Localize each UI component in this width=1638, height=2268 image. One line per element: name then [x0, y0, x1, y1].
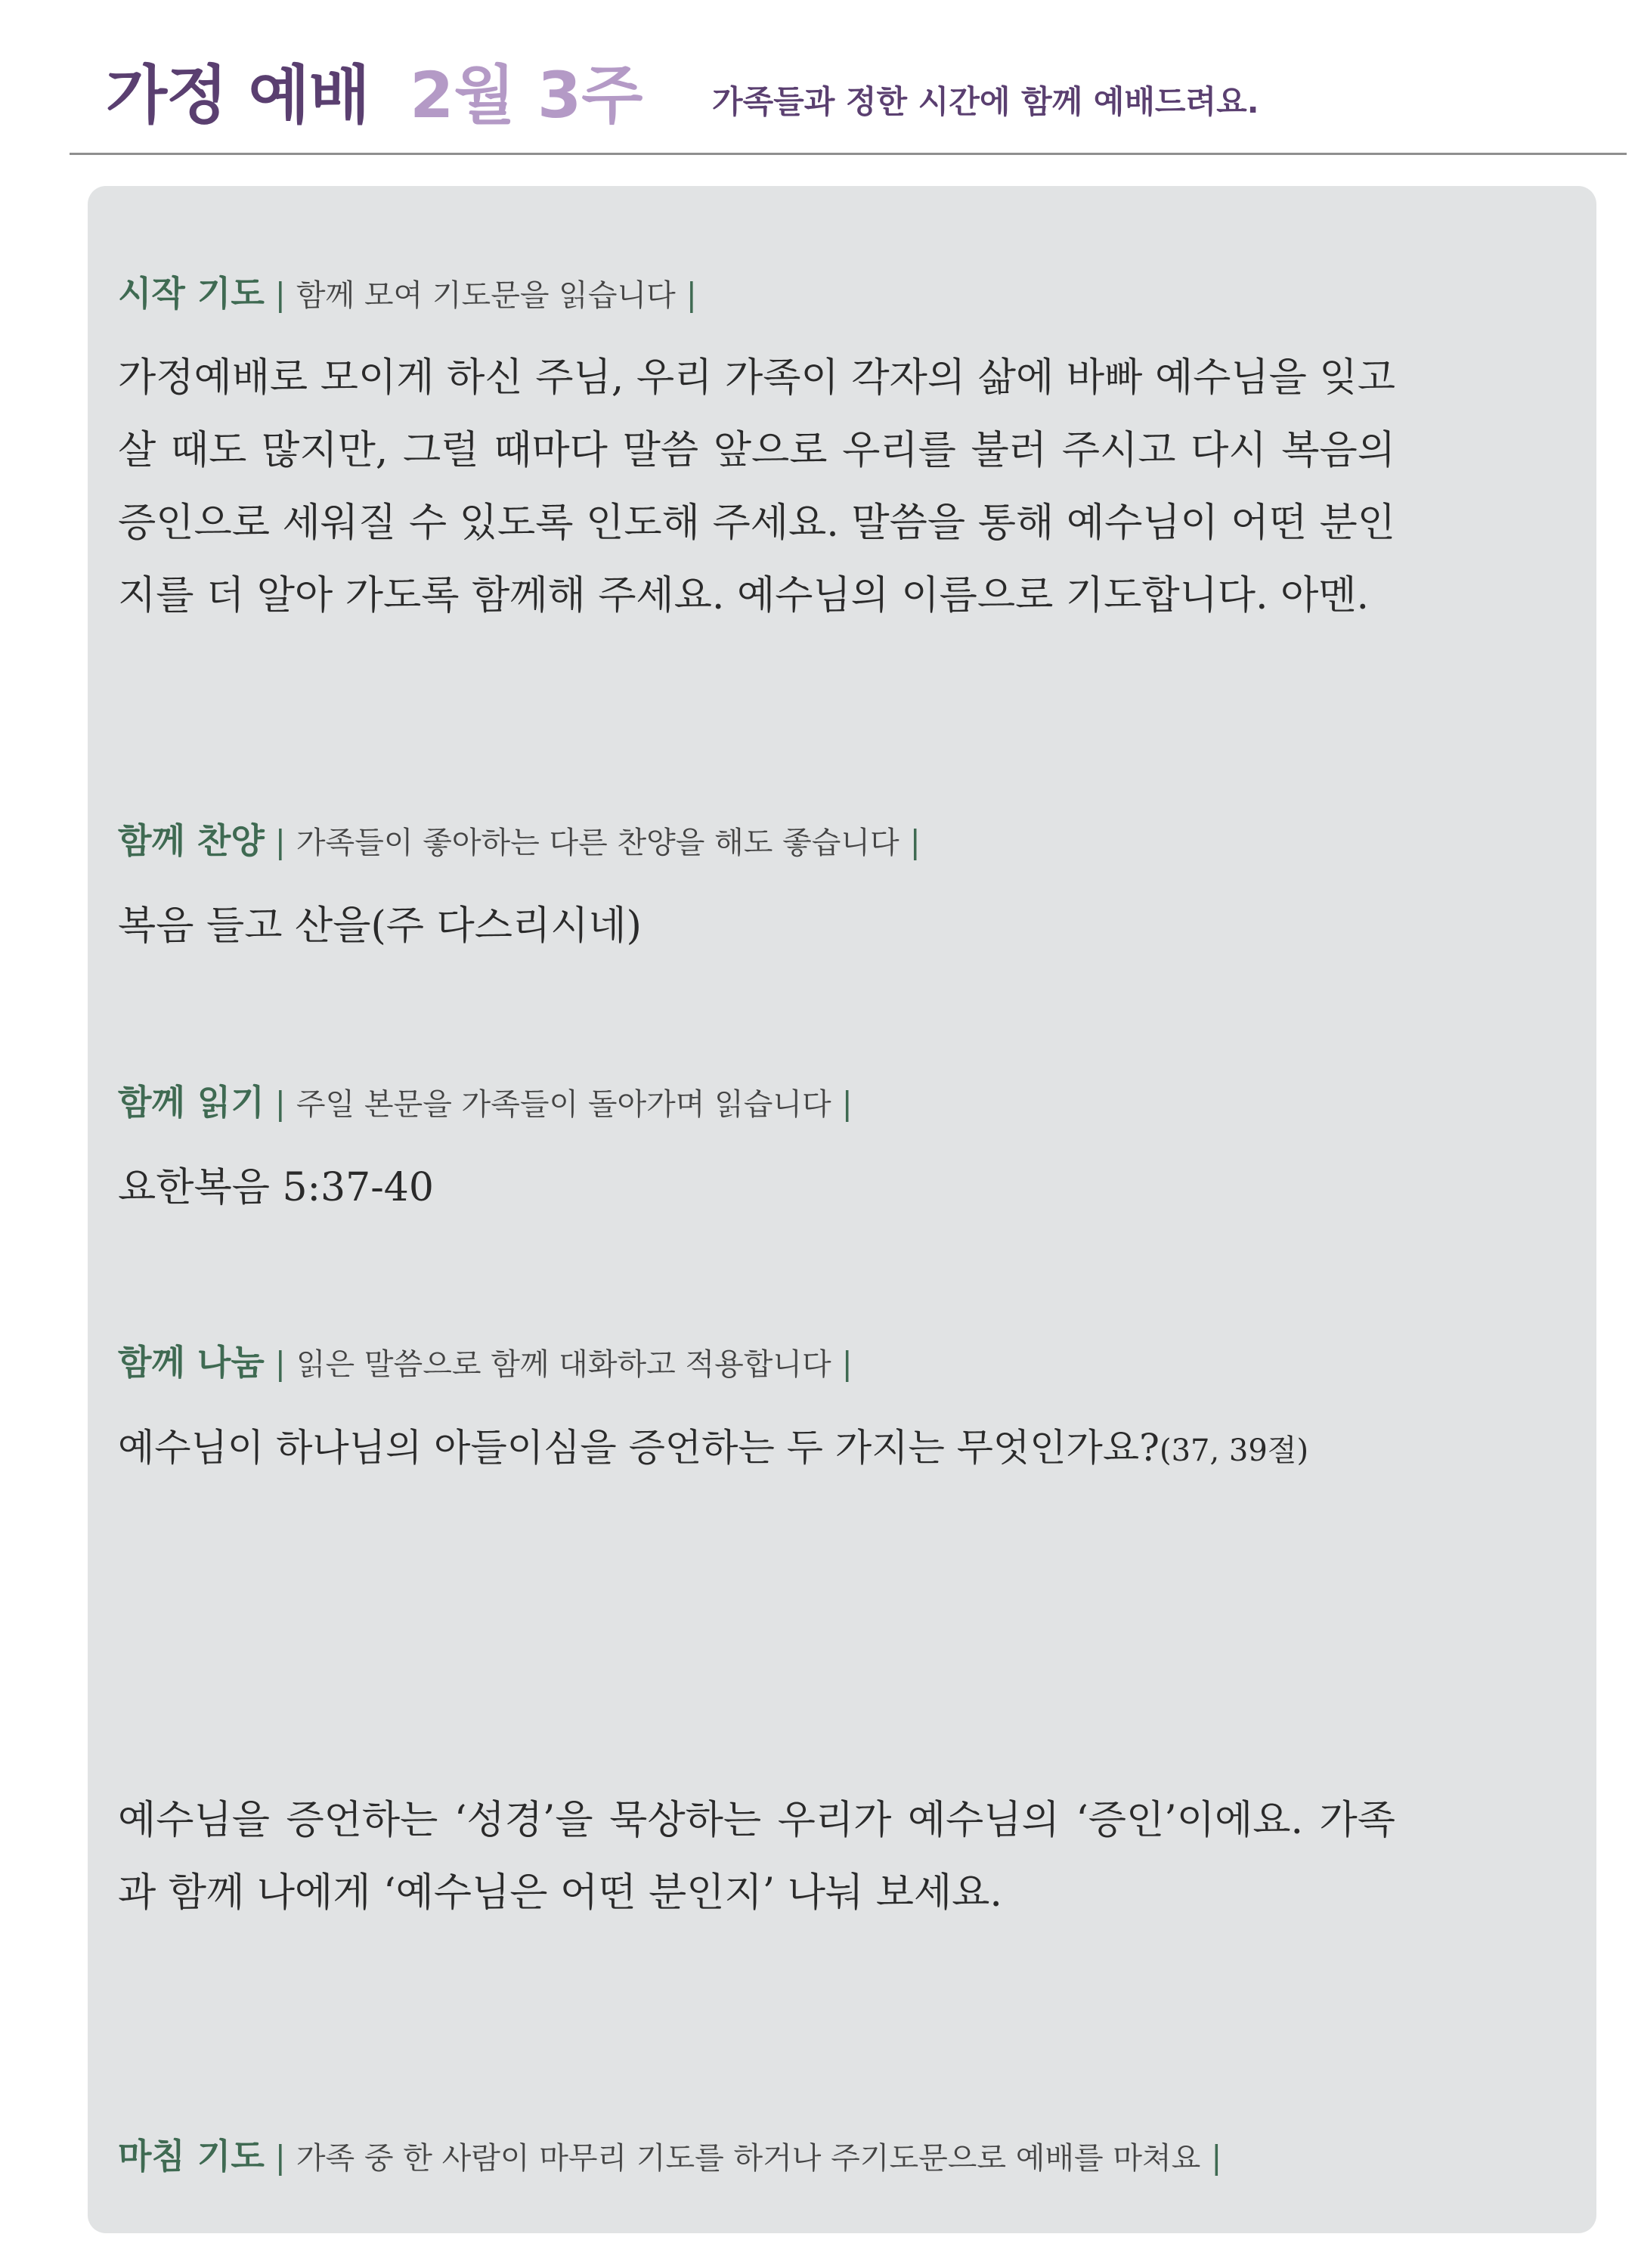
separator: | — [274, 1345, 286, 1382]
section-label: 함께 읽기 — [118, 1082, 265, 1123]
separator: | — [909, 823, 921, 860]
section-note: 함께 모여 기도문을 읽습니다 — [296, 278, 676, 313]
sharing-question — [118, 1421, 1308, 1477]
separator: | — [841, 1085, 853, 1122]
page-title: 가정 예배 — [106, 58, 370, 132]
section-note: 가족 중 한 사람이 마무리 기도를 하거나 주기도문으로 예배를 마쳐요 — [296, 2141, 1201, 2176]
praise-song: 복음 들고 산을(주 다스리시네) — [118, 903, 642, 949]
section-note: 주일 본문을 가족들이 돌아가며 읽습니다 — [296, 1087, 831, 1122]
separator: | — [274, 823, 286, 860]
header-divider — [70, 153, 1627, 155]
scripture-reference: 요한복음 5:37-40 — [118, 1165, 434, 1210]
section-label: 함께 찬양 — [118, 820, 265, 861]
sharing-reflection: 예수님을 증언하는 ‘성경’을 묵상하는 우리가 예수님의 ‘증인’이에요. 가족과 함께 나에게 ‘예수님은 어떤 분인지’ 나눠 보세요. — [118, 1798, 1395, 1916]
page-subtitle: 가족들과 정한 시간에 함께 예배드려요. — [712, 83, 1259, 120]
separator: | — [274, 1085, 286, 1122]
closing-prayer-heading — [118, 2135, 1232, 2180]
separator: | — [841, 1345, 853, 1382]
praise-heading — [118, 820, 931, 864]
separator: | — [274, 2139, 286, 2176]
section-label: 마침 기도 — [118, 2136, 265, 2177]
question-text: 예수님이 하나님의 아들이심을 증언하는 두 가지는 무엇인가요? — [118, 1426, 1160, 1470]
section-label: 시작 기도 — [118, 273, 265, 314]
section-note: 읽은 말씀으로 함께 대화하고 적용합니다 — [296, 1347, 831, 1382]
page-header — [70, 50, 1627, 141]
separator: | — [686, 276, 697, 313]
separator: | — [1211, 2139, 1222, 2176]
section-label: 함께 나눔 — [118, 1342, 265, 1383]
reading-heading — [118, 1081, 863, 1126]
section-note: 가족들이 좋아하는 다른 찬양을 해도 좋습니다 — [296, 826, 900, 860]
week-label: 2월 3주 — [410, 58, 643, 132]
question-verse-ref: (37, 39절) — [1159, 1433, 1309, 1468]
opening-prayer-heading — [118, 272, 708, 317]
opening-prayer-text: 가정예배로 모이게 하신 주님, 우리 가족이 각자의 삶에 바빠 예수님을 잊고 살 때도 많지만, 그럴 때마다 말씀 앞으로 우리를 불러 주시고 다시 복음의 증인으로 세워질 수 있도록 인도해 주세요. 말씀을 통해 예수님이 어떤 분인지를 더 알아 가도록 함께해 주세요. 예수님의 이름으로 기도합니다. 아멘. — [118, 355, 1395, 618]
separator: | — [274, 276, 286, 313]
sharing-heading — [118, 1341, 863, 1386]
